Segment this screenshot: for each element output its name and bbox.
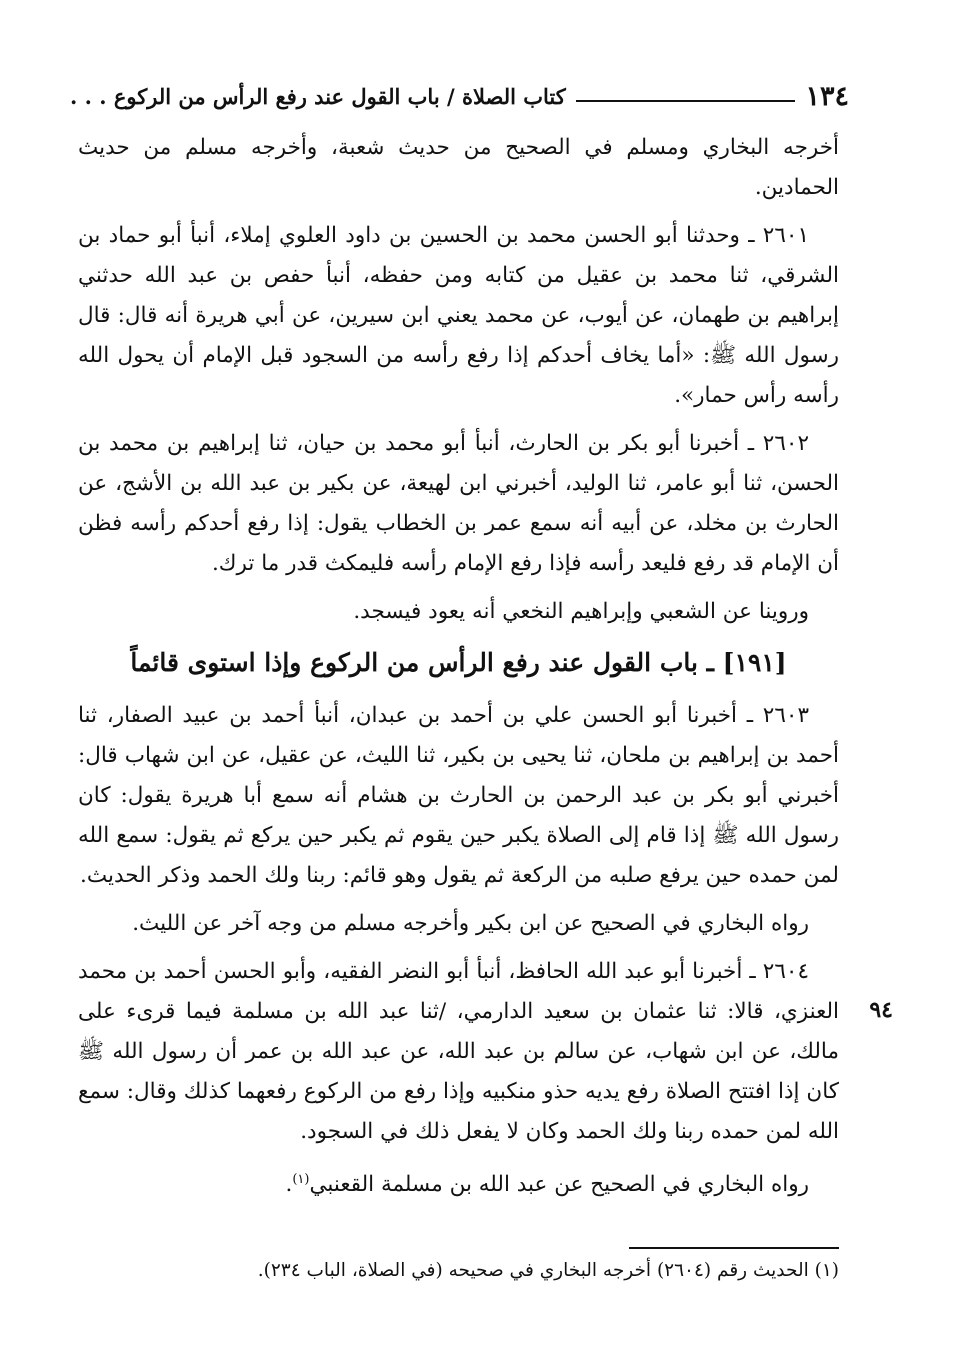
hadith-2603: ٢٦٠٣ ـ أخبرنا أبو الحسن علي بن أحمد بن عبدان، أنبأ أحمد بن عبيد الصفار، ثنا أحمد بن إبراهيم بن ملحان، ثنا يحيى بن بكير، ثنا الليث، عن عقيل، عن ابن شهاب قال: أخبرني أبو بكر بن عبد الرحمن بن الحارث بن هشام أنه سمع أبا هريرة يقول: كان رسول الله ﷺ إذا قام إلى الصلاة يكبر حين يقوم ثم يكبر حين يركع ثم يقول: سمع الله لمن حمده حين يرفع صلبه من الركعة ثم يقول وهو قائم: ربنا ولك الحمد وذكر الحديث. xyxy=(78,703,839,888)
margin-number: ٩٤ xyxy=(869,997,893,1023)
running-title: كتاب الصلاة / باب القول عند رفع الرأس من الركوع . . . xyxy=(70,83,566,109)
footnote-rule xyxy=(629,1247,839,1249)
paragraph: أخرجه البخاري ومسلم في الصحيح من حديث شعبة، وأخرجه مسلم من حديث الحمادين. xyxy=(78,135,839,200)
hadith-2601: ٢٦٠١ ـ وحدثنا أبو الحسن محمد بن الحسين بن داود العلوي إملاء، أنبأ أبو حماد بن الشرقي، ثنا محمد بن عقيل من كتابه ومن حفظه، أنبأ حفص بن عبد الله حدثني إبراهيم بن طهمان، عن أيوب، عن محمد يعني ابن سيرين، عن أبي هريرة أنه قال: قال رسول الله ﷺ: «أما يخاف أحدكم إذا رفع رأسه من السجود قبل الإمام أن يحول الله رأسه رأس حمار». xyxy=(78,223,839,408)
paragraph-end: . xyxy=(285,1172,293,1198)
footnote-ref: (١) xyxy=(292,1172,310,1187)
running-header xyxy=(70,78,849,114)
hadith-2604: ٢٦٠٤ ـ أخبرنا أبو عبد الله الحافظ، أنبأ أبو النضر الفقيه، وأبو الحسن أحمد بن محمد العنزي، قالا: ثنا عثمان بن سعيد الدارمي، /ثنا عبد الله بن مسلمة فيما قرىء على مالك، عن ابن شهاب، عن سالم بن عبد الله، عن عبد الله بن عمر أن رسول الله ﷺ كان إذا افتتح الصلاة رفع يديه حذو منكبيه وإذا رفع من الركوع رفعهما كذلك وقال: سمع الله لمن حمده ربنا ولك الحمد وكان لا يفعل ذلك في السجود. xyxy=(78,959,839,1144)
header-rule xyxy=(576,100,796,102)
paragraph: وروينا عن الشعبي وإبراهيم النخعي أنه يعود فيسجد. xyxy=(353,599,809,624)
paragraph-text: رواه البخاري في الصحيح عن عبد الله بن مسلمة القعنبي xyxy=(309,1172,809,1198)
chapter-heading: [١٩١] ـ باب القول عند رفع الرأس من الركوع وإذا استوى قائماً xyxy=(130,648,787,677)
page-number: ١٣٤ xyxy=(805,80,849,112)
paragraph xyxy=(78,1160,839,1205)
paragraph: رواه البخاري في الصحيح عن ابن بكير وأخرجه مسلم من وجه آخر عن الليث. xyxy=(132,911,809,936)
page-body xyxy=(78,128,839,1213)
hadith-2602: ٢٦٠٢ ـ أخبرنا أبو بكر بن الحارث، أنبأ أبو محمد بن حيان، ثنا إبراهيم بن محمد بن الحسن، ثنا أبو عامر، ثنا الوليد، أخبرني ابن لهيعة، عن بكير بن عبد الله بن الأشج، عن الحارث بن مخلد، عن أبيه أنه سمع عمر بن الخطاب يقول: إذا رفع أحدكم رأسه فظن أن الإمام قد رفع فليعد رأسه فإذا رفع الإمام رأسه فليمكث قدر ما ترك. xyxy=(78,431,839,576)
footnote: (١) الحديث رقم (٢٦٠٤) أخرجه البخاري في صحيحه (في الصلاة، الباب ٢٣٤). xyxy=(257,1260,839,1281)
